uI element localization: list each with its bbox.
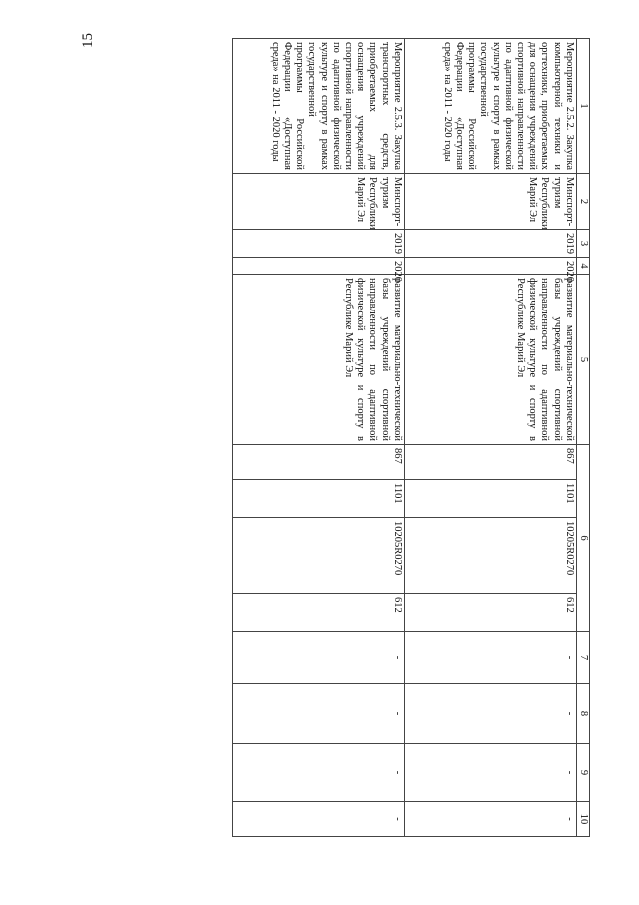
value-col-7: - <box>404 632 576 684</box>
header-col-8: 8 <box>576 684 589 744</box>
header-col-1: 1 <box>576 39 589 174</box>
budget-code: 867 <box>404 445 576 480</box>
table-row <box>404 39 576 879</box>
header-col-10: 10 <box>576 802 589 837</box>
responsible-executor: Минспорт-туризм Республики Марий Эл <box>404 174 576 230</box>
value-col-9: - <box>232 744 404 802</box>
header-col-9: 9 <box>576 744 589 802</box>
target-article: 10205R0270 <box>232 518 404 594</box>
budget-section: 1101 <box>404 480 576 518</box>
value-col-10: - <box>404 802 576 837</box>
budget-code: 867 <box>232 445 404 480</box>
measure-name: Мероприятие 2.5.3. Закупка транспортных средств, приобретаемых для оснащения учреждений спортивной направленности по адаптивной физической культуре и спорту в рамках государственной программы Российской Федерации «Доступная среда» на 2011 - 2020 годы <box>232 39 404 174</box>
expense-kind: 612 <box>232 594 404 632</box>
value-col-8: - <box>404 684 576 744</box>
measures-table <box>232 38 590 879</box>
expected-result: развитие материально-технической базы учреждений спортивной направленности по адаптивной физической культуре и спорту в Республике Марий Эл <box>232 275 404 445</box>
start-year: 2019 <box>232 230 404 258</box>
end-year: 2020 <box>232 258 404 275</box>
page-number: 15 <box>80 33 96 48</box>
header-col-6: 6 <box>576 445 589 632</box>
value-col-8: - <box>232 684 404 744</box>
header-col-2: 2 <box>576 174 589 230</box>
header-col-5: 5 <box>576 275 589 445</box>
rotated-table-sheet <box>140 38 590 878</box>
header-row <box>576 39 589 879</box>
value-col-10: - <box>232 802 404 837</box>
expected-result: развитие материально-технической базы учреждений спортивной направленности по адаптивной физической культуре и спорту в Республике Марий Эл <box>404 275 576 445</box>
start-year: 2019 <box>404 230 576 258</box>
expense-kind: 612 <box>404 594 576 632</box>
header-col-7: 7 <box>576 632 589 684</box>
value-col-7: - <box>232 632 404 684</box>
responsible-executor: Минспорт-туризм Республики Марий Эл <box>232 174 404 230</box>
target-article: 10205R0270 <box>404 518 576 594</box>
table-row <box>232 39 404 879</box>
budget-section: 1101 <box>232 480 404 518</box>
end-year: 2020 <box>404 258 576 275</box>
header-col-4: 4 <box>576 258 589 275</box>
value-col-9: - <box>404 744 576 802</box>
header-col-3: 3 <box>576 230 589 258</box>
measure-name: Мероприятие 2.5.2. Закупка компьютерной техники и оргтехники, приобретаемых для оснащения учреждений спортивной направленности по адаптивной физической культуре и спорту в рамках государственной программы Российской Федерации «Доступная среда» на 2011 - 2020 годы <box>404 39 576 174</box>
